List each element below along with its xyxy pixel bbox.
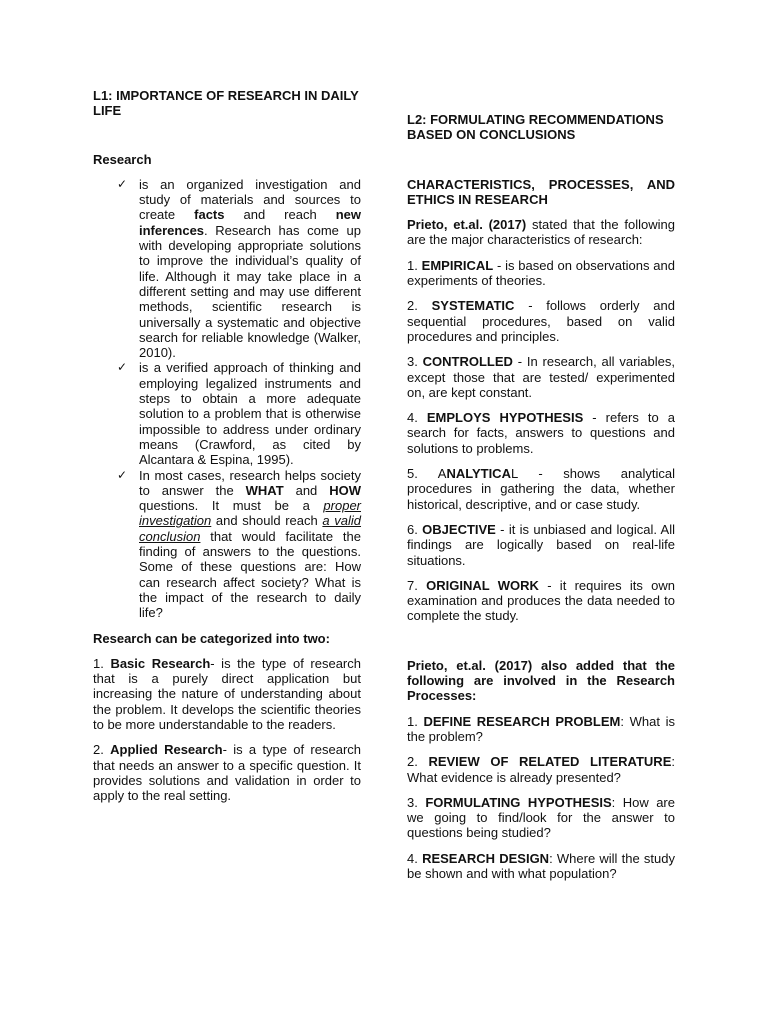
applied-research-paragraph: 2. Applied Research- is a type of research that needs an answer to a specific question. It provides solutions and validation in order to apply to the real setting. bbox=[93, 742, 361, 804]
characteristic-item: 2. SYSTEMATIC - follows orderly and sequential procedures, based on valid procedures and principles. bbox=[407, 298, 675, 344]
categorized-heading: Research can be categorized into two: bbox=[93, 630, 330, 646]
characteristic-item: 6. OBJECTIVE - it is unbiased and logical. All findings are logically based on real-life situations. bbox=[407, 521, 675, 568]
list-item: ✓ is a verified approach of thinking and employing legalized instruments and steps to obtain a more adequate solution to a problem that is otherwise impossible to address under ordinary means (Crawford, as cited by Alcantara & Espina, 1995). bbox=[117, 360, 361, 468]
checkmark-icon: ✓ bbox=[117, 467, 128, 482]
process-item: 1. DEFINE RESEARCH PROBLEM: What is the problem? bbox=[407, 713, 675, 744]
process-item: 4. RESEARCH DESIGN: Where will the study be shown and with what population? bbox=[407, 850, 675, 881]
list-item: ✓ is an organized investigation and study of materials and sources to create facts and reach new inferences. Research has come up with developing appropriate solutions to improve the individual’s quality of life. Although it may take place in a different setting and may use different methods, scientific research is universally a systematic and objective search for reliable knowledge (Walker, 2010). bbox=[117, 176, 362, 361]
checkmark-icon: ✓ bbox=[117, 176, 128, 191]
research-heading: Research bbox=[93, 151, 152, 167]
right-column bbox=[407, 112, 675, 881]
left-column bbox=[93, 88, 361, 803]
characteristic-item: 7. ORIGINAL WORK - it requires its own examination and produces the data needed to complete the study. bbox=[407, 577, 675, 624]
checkmark-icon: ✓ bbox=[117, 360, 128, 375]
lesson-1-title: L1: IMPORTANCE OF RESEARCH IN DAILY LIFE bbox=[93, 88, 359, 119]
characteristics-heading: CHARACTERISTICS, PROCESSES, AND ETHICS IN RESEARCH bbox=[407, 176, 675, 207]
characteristic-item: 1. EMPIRICAL - is based on observations and experiments of theories. bbox=[407, 257, 675, 289]
characteristic-item: 3. CONTROLLED - In research, all variables, except those that are tested/ experimented on, are kept constant. bbox=[407, 354, 675, 400]
characteristic-item: 4. EMPLOYS HYPOTHESIS - refers to a search for facts, answers to questions and solutions to problems. bbox=[407, 410, 675, 456]
characteristics-intro: Prieto, et.al. (2017) stated that the following are the major characteristics of research: bbox=[407, 217, 675, 248]
list-item: ✓ In most cases, research helps society to answer the WHAT and HOW questions. It must be a proper investigation and should reach a valid conclusion that would facilitate the finding of answers to the questions. Some of these questions are: How can research affect society? What is the impact of the research to daily life? bbox=[117, 467, 362, 621]
lesson-2-title: L2: FORMULATING RECOMMENDATIONS BASED ON CONCLUSIONS bbox=[407, 112, 664, 143]
processes-intro: Prieto, et.al. (2017) also added that the following are involved in the Research Processes: bbox=[407, 657, 675, 704]
process-item: 2. REVIEW OF RELATED LITERATURE: What evidence is already presented? bbox=[407, 754, 675, 785]
basic-research-paragraph: 1. Basic Research- is the type of research that is a purely direct application but increasing the nature of understanding about the problem. It develops the scientific theories to be more understandable to the readers. bbox=[93, 655, 361, 732]
research-definition-list bbox=[93, 177, 361, 621]
process-item: 3. FORMULATING HYPOTHESIS: How are we going to find/look for the answer to questions being studied? bbox=[407, 794, 675, 841]
characteristic-item: 5. ANALYTICAL - shows analytical procedures in gathering the data, whether historical, descriptive, and or case study. bbox=[407, 466, 675, 512]
